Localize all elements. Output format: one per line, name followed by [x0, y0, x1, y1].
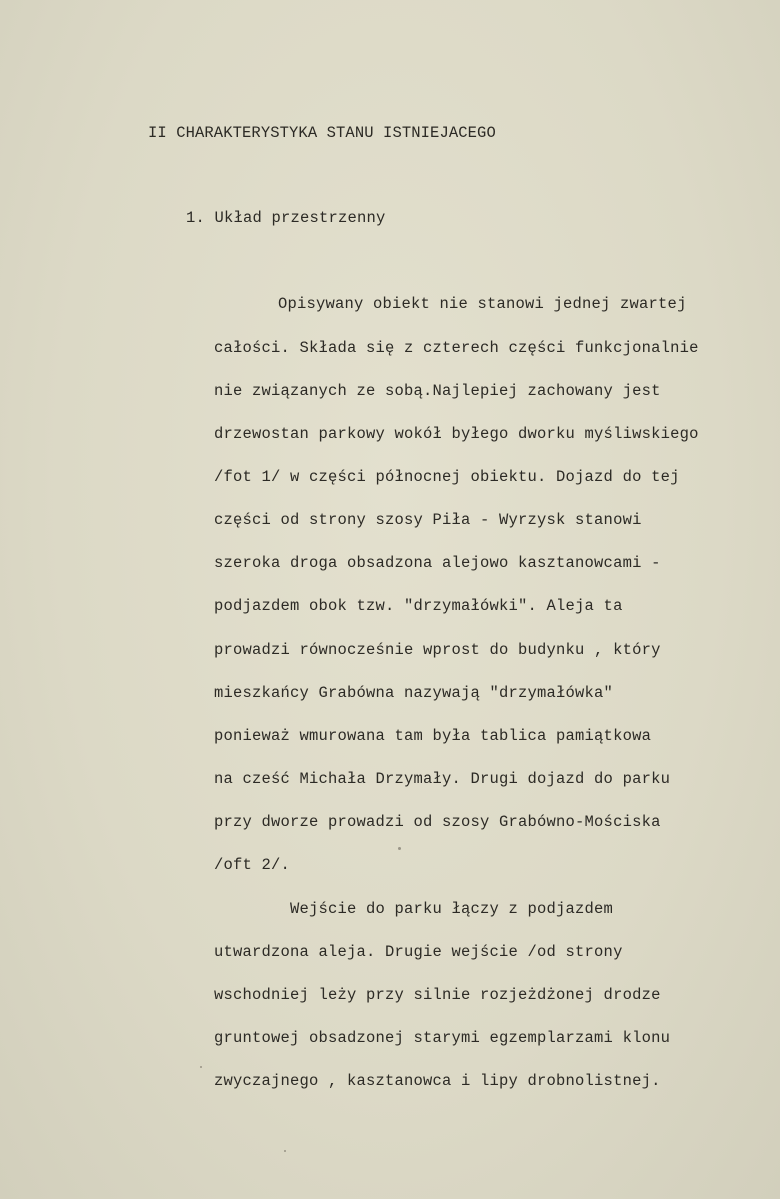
paragraph1-line: mieszkańcy Grabówna nazywają "drzymałówka"	[214, 684, 614, 702]
paragraph1-line: przy dworze prowadzi od szosy Grabówno-Mościska	[214, 813, 661, 831]
paragraph1-line: ponieważ wmurowana tam była tablica pamiątkowa	[214, 727, 652, 745]
paragraph1-line: nie związanych ze sobą.Najlepiej zachowany jest	[214, 382, 661, 400]
subsection-heading: 1. Układ przestrzenny	[186, 209, 386, 227]
section-heading: II CHARAKTERYSTYKA STANU ISTNIEJACEGO	[148, 124, 496, 142]
paragraph2-line: gruntowej obsadzonej starymi egzemplarzami klonu	[214, 1029, 671, 1047]
paper-speck	[398, 847, 401, 850]
paragraph2-line: zwyczajnego , kasztanowca i lipy drobnolistnej.	[214, 1072, 661, 1090]
paragraph1-line: podjazdem obok tzw. "drzymałówki". Aleja ta	[214, 597, 623, 615]
paragraph1-line: /fot 1/ w części północnej obiektu. Dojazd do tej	[214, 468, 680, 486]
paragraph1-line: całości. Składa się z czterech części funkcjonalnie	[214, 339, 699, 357]
paragraph1-line: prowadzi równocześnie wprost do budynku , który	[214, 641, 661, 659]
paragraph1-line: drzewostan parkowy wokół byłego dworku myśliwskiego	[214, 425, 699, 443]
paper-speck	[200, 1066, 202, 1068]
paragraph1-line: części od strony szosy Piła - Wyrzysk stanowi	[214, 511, 642, 529]
paper-speck	[284, 1150, 286, 1152]
paragraph1-line: na cześć Michała Drzymały. Drugi dojazd do parku	[214, 770, 671, 788]
paragraph2-line: wschodniej leży przy silnie rozjeżdżonej drodze	[214, 986, 661, 1004]
paragraph1-line: /oft 2/.	[214, 856, 291, 874]
paragraph1-line: szeroka droga obsadzona alejowo kasztanowcami -	[214, 554, 661, 572]
paragraph2-line: utwardzona aleja. Drugie wejście /od strony	[214, 943, 623, 961]
paragraph2-line: Wejście do parku łączy z podjazdem	[290, 900, 614, 918]
paragraph1-line: Opisywany obiekt nie stanowi jednej zwartej	[278, 295, 687, 313]
